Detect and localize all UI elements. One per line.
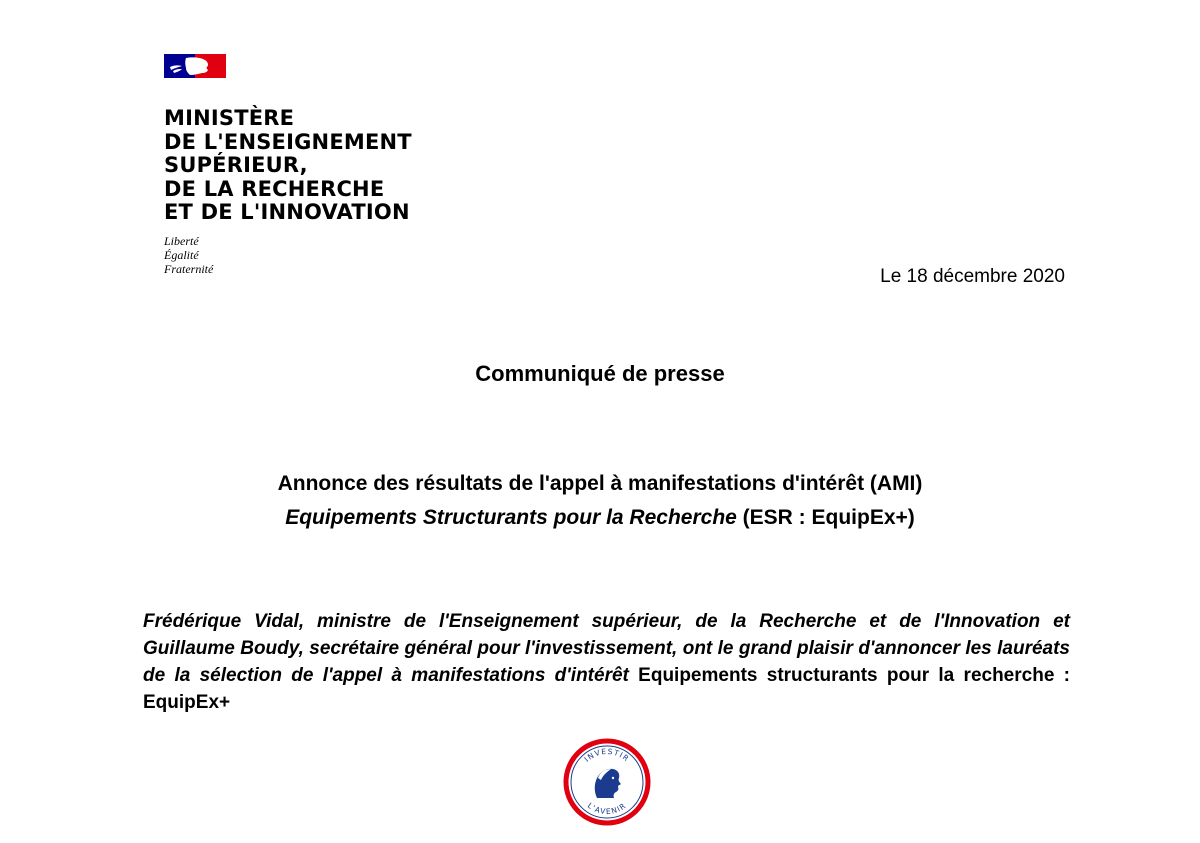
headline-italic-title: Equipements Structurants pour la Recherche — [285, 506, 737, 529]
document-date: Le 18 décembre 2020 — [880, 266, 1065, 287]
ministry-logo — [164, 54, 412, 276]
marianne-flag-icon — [164, 54, 226, 78]
ministry-line: SUPÉRIEUR, — [164, 153, 308, 177]
ministry-name — [164, 107, 412, 225]
ministry-line: DE LA RECHERCHE — [164, 176, 385, 201]
logo-bottom-text: L'AVENIR — [585, 800, 629, 817]
headline — [0, 467, 1200, 535]
headline-line-1: Annonce des résultats de l'appel à manifestations d'intérêt (AMI) — [277, 472, 923, 495]
lead-italic-text: Frédérique Vidal, ministre de l'Enseignement supérieur, de la Recherche et de l'Innovation et Guillaume Boudy, secrétaire général pour l'investissement, ont le grand plaisir d'annoncer les lauréats de la sélection de l'appel à manifestations d'intérêt — [143, 611, 1070, 686]
lead-paragraph — [143, 608, 1070, 716]
logo-top-text: INVESTIR — [582, 746, 632, 764]
motto-line: Liberté — [164, 233, 199, 248]
headline-line-2 — [0, 501, 1200, 535]
lead-plain-text: Equipements structurants pour la recherche : EquipEx+ — [143, 665, 1070, 713]
motto-line: Égalité — [164, 247, 199, 262]
republic-motto — [164, 234, 412, 276]
press-release-label: Communiqué de presse — [475, 361, 725, 386]
motto-line: Fraternité — [164, 261, 214, 276]
ministry-line: DE L'ENSEIGNEMENT — [164, 129, 412, 154]
investir-avenir-logo — [563, 738, 651, 826]
ministry-line: ET DE L'INNOVATION — [164, 200, 410, 224]
ministry-line: MINISTÈRE — [164, 106, 295, 130]
headline-acronym: (ESR : EquipEx+) — [736, 506, 915, 529]
